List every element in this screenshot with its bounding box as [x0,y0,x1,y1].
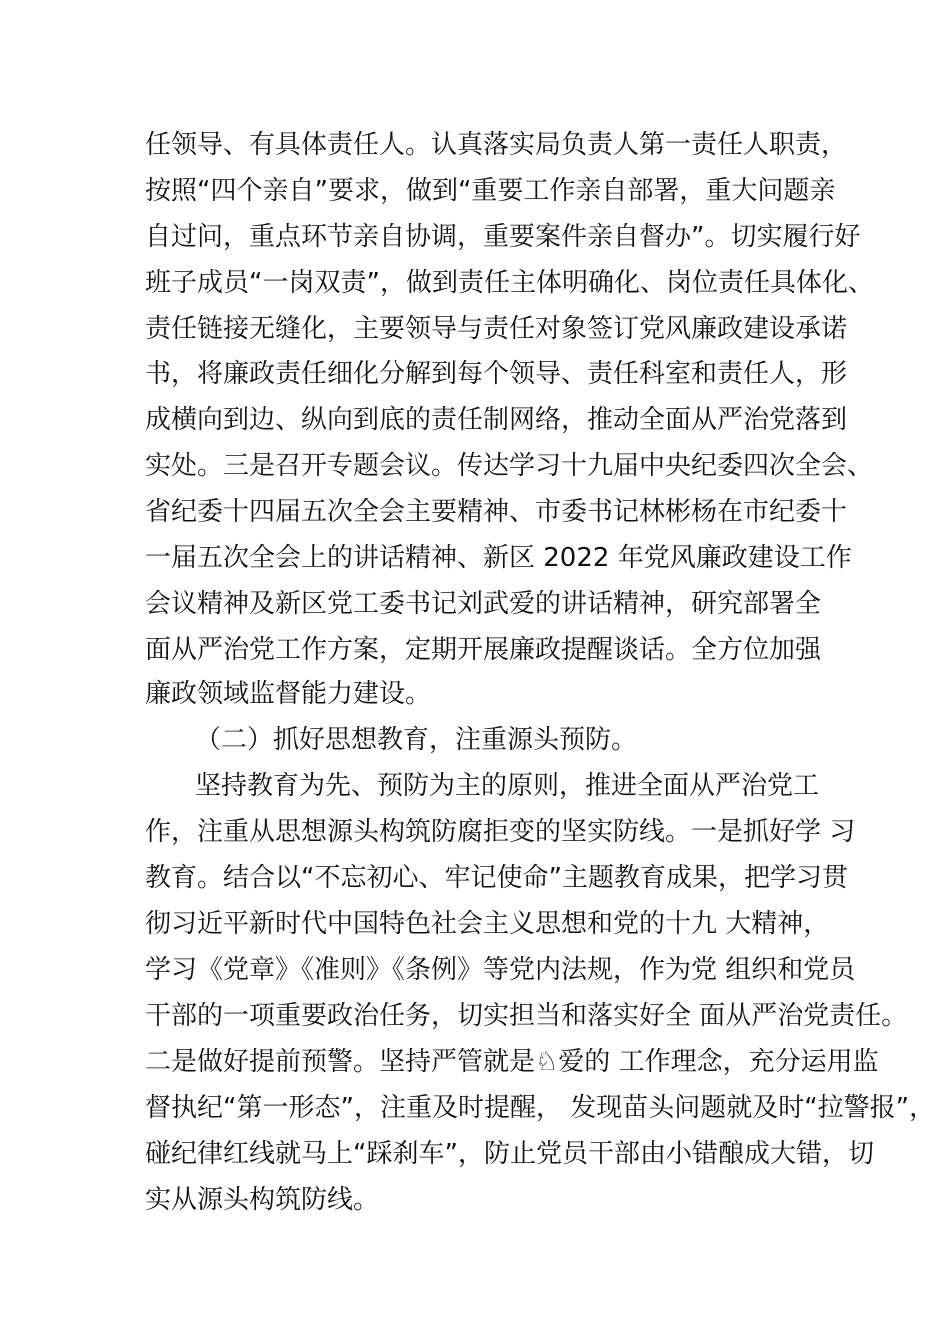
paragraph-line: 按照“四个亲自”要求，做到“重要工作亲自部署，重大问题亲 [145,176,836,206]
paragraph-line: 彻习近平新时代中国特色社会主义思想和党的十九 大精神， [145,909,830,939]
paragraph-line: 教育。结合以“不忘初心、牢记使命”主题教育成果，把学习贯 [145,863,848,893]
paragraph-line: 责任链接无缝化，主要领导与责任对象签订党风廉政建设承诺 [145,314,848,344]
paragraph-line: 面从严治党工作方案，定期开展廉政提醒谈话。全方位加强 [145,635,822,665]
paragraph-line: 成横向到边、纵向到底的责任制网络，推动全面从严治党落到 [145,405,848,435]
paragraph-line: 任领导、有具体责任人。认真落实局负责人第一责任人职责， [145,130,848,160]
paragraph-line: 廉政领域监督能力建设。 [145,679,432,709]
paragraph-line: 班子成员“一岗双责”，做到责任主体明确化、岗位责任具体化、 [145,268,874,298]
paragraph-line: 碰纪律红线就马上“踩刹车”，防止党员干部由小错酿成大错，切 [145,1139,874,1169]
paragraph-line: 实处。三是召开专题会议。传达学习十九届中央纪委四次全会、 [145,451,874,481]
section-heading: （二）抓好思想教育，注重源头预防。 [195,725,638,755]
paragraph-line: 二是做好提前预警。坚持严管就是♘爱的 工作理念，充分运用监 [145,1047,879,1077]
paragraph-line: 自过问，重点环节亲自协调，重要案件亲自督办”。切实履行好 [145,222,861,252]
paragraph-line: 省纪委十四届五次全会主要精神、市委书记林彬杨在市纪委十 [145,497,848,527]
paragraph-line: 督执纪“第一形态”，注重及时提醒， 发现苗头问题就及时“拉警报”， [145,1093,936,1123]
paragraph-line: 书，将廉政责任细化分解到每个领导、责任科室和责任人，形 [145,359,848,389]
paragraph-line: 坚持教育为先、预防为主的原则，推进全面从严治党工 [195,771,820,801]
paragraph-line: 作，注重从思想源头构筑防腐拒变的坚实防线。一是抓好学 习 [145,817,856,847]
paragraph-line: 学习《党章》《准则》《条例》等党内法规，作为党 组织和党员 [145,955,856,985]
paragraph-line: 会议精神及新区党工委书记刘武爱的讲话精神，研究部署全 [145,589,822,619]
paragraph-line: 干部的一项重要政治任务，切实担当和落实好全 面从严治党责任。 [145,1001,908,1031]
paragraph-line: 一届五次全会上的讲话精神、新区 2022 年党风廉政建设工作 [145,543,852,573]
paragraph-line: 实从源头构筑防线。 [145,1185,380,1215]
